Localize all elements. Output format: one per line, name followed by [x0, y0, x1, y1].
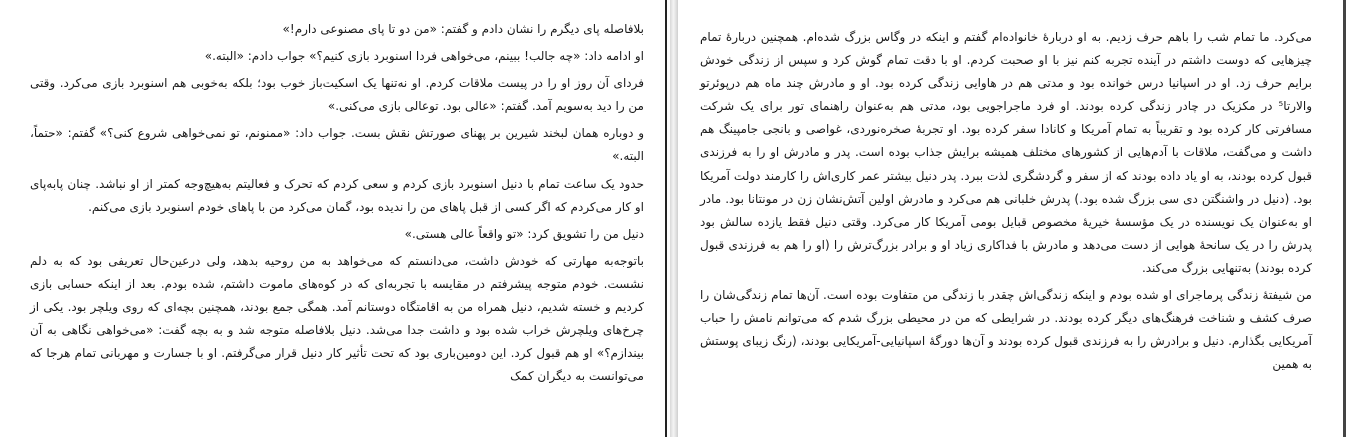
- right-page: [678, 0, 1346, 437]
- right-page-text: [700, 26, 1312, 376]
- paragraph: و دوباره همان لبخند شیرین بر پهنای صورتش نقش بست. جواب داد: «ممنونم، تو نمی‌خواهی شروع کنی؟» گفتم: «حتماً، البته.»: [30, 126, 644, 164]
- paragraph: می‌کرد. ما تمام شب را باهم حرف زدیم. به او دربارهٔ خانواده‌ام گفتم و اینکه در وگاس بزرگ شده‌ام. همچنین دربارهٔ تمام چیزهایی که دوست داشتم در آینده تجربه کنم نیز با او صحبت کردم. او با دقت تمام گوش کرد و سپس از زندگی خودش برایم حرف زد. او در اسپانیا درس خوانده بود و مدتی هم در هاوایی زندگی کرده بود. او و مادرش چند ماه هم درپوئرتو والارتا⁵ در مکزیک در چادر زندگی کرده بودند. او فرد ماجراجویی بود، مدتی هم به‌عنوان راهنمای تور برای یک شرکت مسافرتی کار کرده بود و تقریباً به تمام آمریکا و کانادا سفر کرده بود. او تجربهٔ صخره‌نوردی، غواصی و بانجی جامپینگ هم داشت و می‌گفت، ملاقات با آدم‌هایی از کشورهای مختلف همیشه برایش جذاب بوده است. پدر و مادرش او را به فرزندی قبول کرده بودند، به او یاد داده بودند که از سفر و گردشگری لذت ببرد. پدر دنیل بیشتر عمر کاری‌اش را کارمند دولت آمریکا بود. (دنیل در واشنگتن دی سی بزرگ شده بود.) پدرش خلبانی هم می‌کرد و مادرش اولین آتش‌نشان زن در مونتانا بود. مادر او به‌عنوان یک نویسنده در یک مؤسسهٔ خیریهٔ مخصوص قبایل بومی آمریکا کار می‌کرد. وقتی دنیل فقط یازده سالش بود پدرش را در یک سانحهٔ هوایی از دست می‌دهد و مادرش با فداکاری زیاد او و برادر بزرگ‌ترش را (او را هم به فرزندی قبول کرده بودند) به‌تنهایی بزرگ می‌کند.: [700, 30, 1312, 275]
- book-gutter: [670, 0, 678, 437]
- paragraph: دنیل من را تشویق کرد: «تو واقعاً عالی هستی.»: [404, 226, 644, 241]
- paragraph: حدود یک ساعت تمام با دنیل اسنوبرد بازی کردم و سعی کردم که تحرک و فعالیتم به‌هیچ‌وجه کمتر از او نباشد. چنان پابه‌پای او کار می‌کردم که اگر کسی از قبل پاهای من را ندیده بود، گمان می‌کرد من با پاهای خودم اسنوبرد بازی می‌کنم.: [30, 176, 644, 214]
- paragraph: باتوجه‌به مهارتی که خودش داشت، می‌دانستم که می‌خواهد به من روحیه بدهد، ولی درعین‌حال تعریفی بود که به دلم نشست. خودم متوجه پیشرفتم در مقایسه با تجربه‌ای که در کوه‌های ماموت داشتم، شده بودم. بعد از اینکه حسابی بازی کردیم و خسته شدیم، دنیل همراه من به اقامتگاه دوستانم آمد. همگی جمع بودند، همچنین بچه‌ای که روی ویلچر بود. یکی از چرخ‌های ویلچرش خراب شده بود و داشت جدا می‌شد. دنیل بلافاصله متوجه شد و به بچه گفت: «می‌خواهی نگاهی به آن بیندازم؟» او هم قبول کرد. این دومین‌باری بود که تحت تأثیر کار دنیل قرار می‌گرفتم. او با جسارت و مهربانی تمام هرجا که می‌توانست به دیگران کمک: [30, 253, 644, 384]
- paragraph: بلافاصله پای دیگرم را نشان دادم و گفتم: «من دو تا پای مصنوعی دارم!»: [282, 22, 644, 36]
- left-page-text: [30, 18, 644, 388]
- paragraph: او ادامه داد: «چه جالب! ببینم، می‌خواهی فردا اسنوبرد بازی کنیم؟» جواب دادم: «البته.»: [204, 49, 644, 64]
- left-page-edge: [665, 0, 667, 437]
- left-page: [0, 0, 670, 437]
- paragraph: فردای آن روز او را در پیست ملاقات کردم. او نه‌تنها یک اسکیت‌باز خوب بود؛ بلکه به‌خوبی هم اسنوبرد بازی می‌کرد. وقتی من را دید به‌سویم آمد. گفتم: «عالی بود. تو‌عالی بازی می‌کنی.»: [30, 76, 644, 114]
- paragraph: من شیفتهٔ زندگی پرماجرای او شده بودم و اینکه زندگی‌اش چقدر با زندگی من متفاوت بوده است. آن‌ها تمام زندگی‌شان را صرف کشف و شناخت فرهنگ‌های دیگر کرده بودند. در شرایطی که من در محیطی بزرگ شدم که می‌توانم نامش را حباب آمریکایی بگذارم. دنیل و برادرش را به فرزندی قبول کرده بودند و آن‌ها دورگهٔ اسپانیایی-آمریکایی بودند، (رنگ زیبای پوستش به همین: [700, 288, 1312, 372]
